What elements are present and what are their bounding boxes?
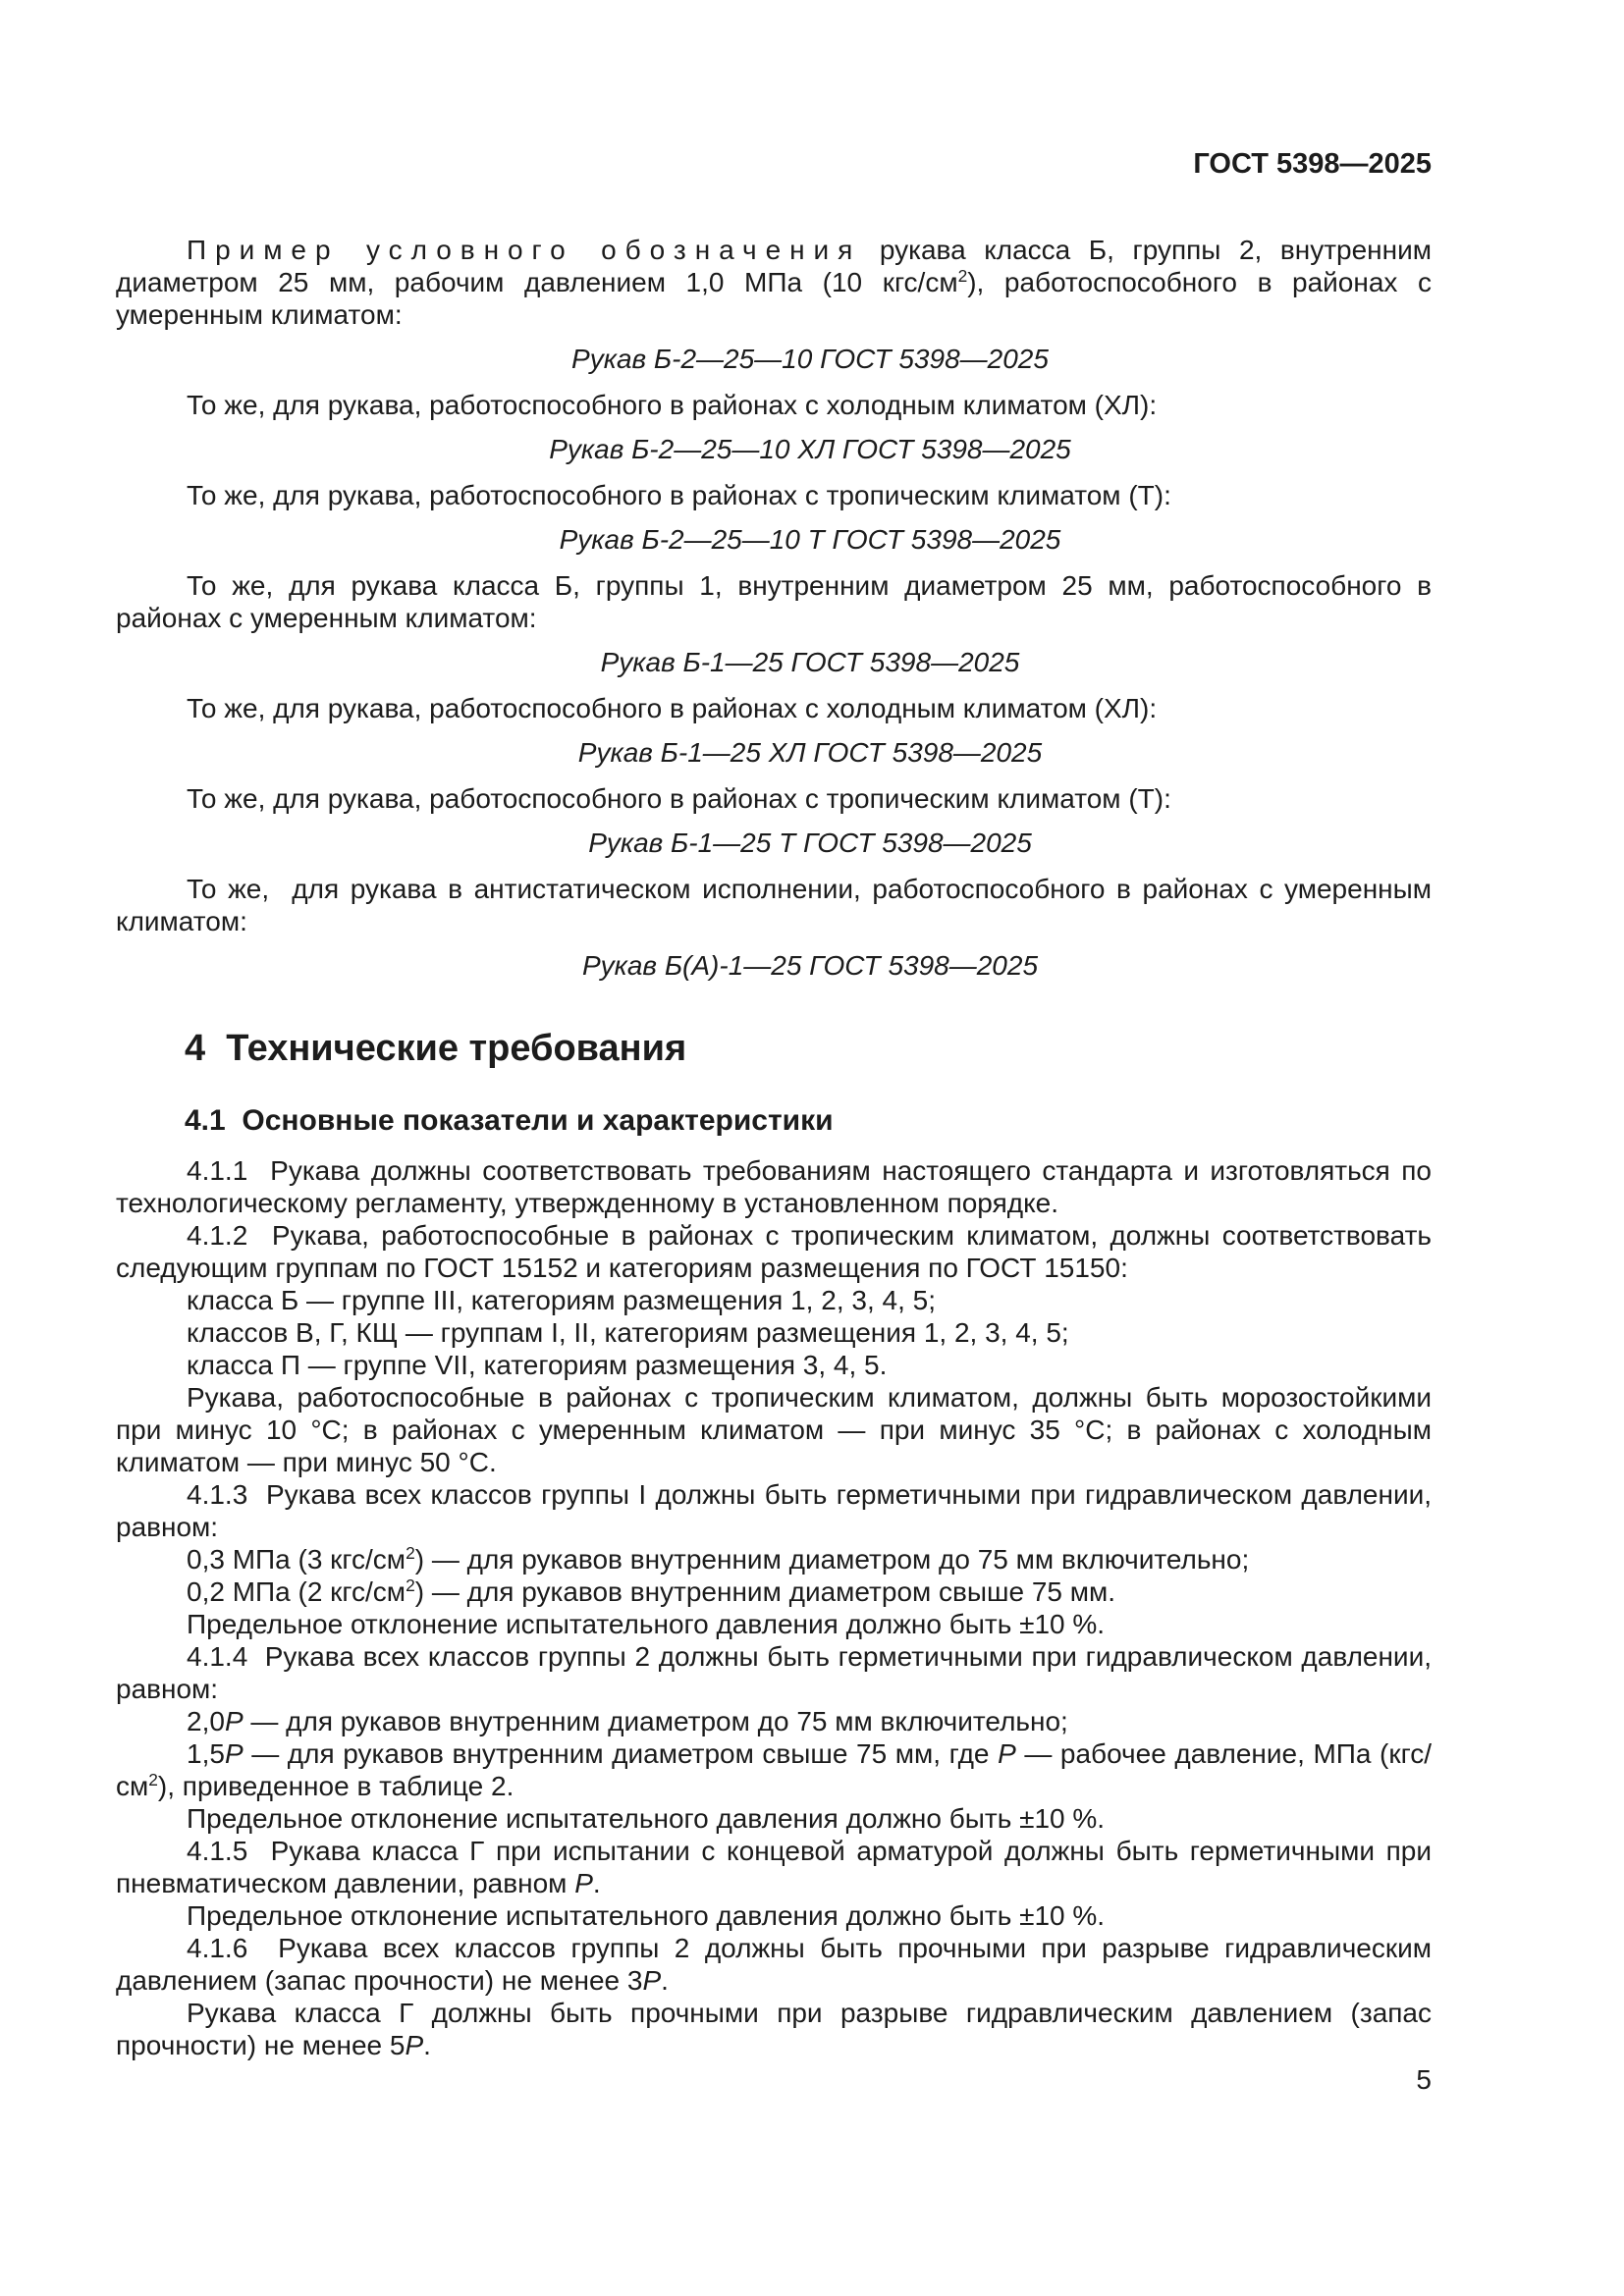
clause-paragraph: 4.1.3 Рукава всех классов группы I должны быть герметичными при гидравлическом давлении, равном:: [116, 1479, 1432, 1542]
subsection-heading: 4.1 Основные показатели и характеристики: [185, 1104, 834, 1137]
designation-intro-paragraph: Пример условного обозначения рукава класса Б, группы 2, внутренним диаметром 25 мм, рабочим давлением 1,0 МПа (10 кгс/$см^2$), работоспособного в районах с умеренным климатом:: [116, 235, 1432, 330]
paragraph: То же, для рукава класса Б, группы 1, внутренним диаметром 25 мм, работоспособного в районах с умеренным климатом:: [116, 570, 1432, 633]
designation-example: Рукав Б(А)-1—25 ГОСТ 5398—2025: [581, 950, 1039, 981]
paragraph: То же, для рукава, работоспособного в районах с холодным климатом (ХЛ):: [187, 693, 1158, 723]
section-heading: 4 Технические требования: [185, 1028, 687, 1069]
clause-paragraph: 4.1.6 Рукава всех классов группы 2 должны быть прочными при разрыве гидравлическим давлением (запас прочности) не менее 3Р.: [116, 1933, 1432, 1996]
list-item: класса Б — группе III, категориям размещения 1, 2, 3, 4, 5;: [187, 1285, 936, 1315]
paragraph: То же, для рукава, работоспособного в районах с тропическим климатом (Т):: [187, 783, 1171, 814]
paragraph: То же, для рукава, работоспособного в районах с тропическим климатом (Т):: [187, 480, 1171, 510]
doc-header: [116, 149, 1432, 179]
paragraph: То же, для рукава в антистатическом исполнении, работоспособного в районах с умеренным климатом:: [116, 874, 1432, 936]
designation-example: Рукав Б-2—25—10 ХЛ ГОСТ 5398—2025: [549, 434, 1071, 464]
paragraph: Предельное отклонение испытательного давления должно быть ±10 %.: [187, 1803, 1106, 1834]
list-item: классов В, Г, КЩ — группам I, II, категориям размещения 1, 2, 3, 4, 5;: [187, 1317, 1069, 1348]
designation-example: Рукав Б-1—25 ГОСТ 5398—2025: [600, 647, 1020, 677]
clause-paragraph: 4.1.1 Рукава должны соответствовать требованиям настоящего стандарта и изготовляться по технологическому регламенту, утвержденному в установленном порядке.: [116, 1155, 1432, 1218]
paragraph: Рукава класса Г должны быть прочными при разрыве гидравлическим давлением (запас прочности) не менее 5Р.: [116, 1998, 1432, 2060]
clause-paragraph: 4.1.2 Рукава, работоспособные в районах с тропическим климатом, должны соответствовать следующим группам по ГОСТ 15152 и категориям размещения по ГОСТ 15150:: [116, 1220, 1432, 1283]
designation-example: Рукав Б-2—25—10 ГОСТ 5398—2025: [571, 344, 1049, 374]
list-item: класса П — группе VII, категориям размещения 3, 4, 5.: [187, 1350, 888, 1380]
list-item: 0,3 МПа (3 кгс/$см^2$) — для рукавов внутренним диаметром до 75 мм включительно;: [187, 1543, 1250, 1575]
clause-paragraph: 4.1.5 Рукава класса Г при испытании с концевой арматурой должны быть герметичными при пневматическом давлении, равном Р.: [116, 1836, 1432, 1898]
designation-example: Рукав Б-1—25 ХЛ ГОСТ 5398—2025: [577, 737, 1043, 768]
paragraph: Предельное отклонение испытательного давления должно быть ±10 %.: [187, 1609, 1106, 1639]
paragraph: То же, для рукава, работоспособного в районах с холодным климатом (ХЛ):: [187, 390, 1158, 420]
paragraph: Рукава, работоспособные в районах с тропическим климатом, должны быть морозостойкими при минус 10 °С; в районах с умеренным климатом — при минус 35 °С; в районах с холодным климатом — при минус 50 °С.: [116, 1382, 1432, 1477]
page-footer: [116, 2063, 1432, 2096]
document-body: [116, 234, 1432, 2061]
doc-code: ГОСТ 5398—2025: [1193, 148, 1432, 180]
list-item: 0,2 МПа (2 кгс/$см^2$) — для рукавов внутренним диаметром свыше 75 мм.: [187, 1575, 1116, 1607]
paragraph: Предельное отклонение испытательного давления должно быть ±10 %.: [187, 1900, 1106, 1931]
list-item: 2,0Р — для рукавов внутренним диаметром до 75 мм включительно;: [187, 1706, 1068, 1736]
designation-example: Рукав Б-2—25—10 Т ГОСТ 5398—2025: [559, 524, 1061, 555]
clause-paragraph: 4.1.4 Рукава всех классов группы 2 должны быть герметичными при гидравлическом давлении, равном:: [116, 1641, 1432, 1704]
designation-example: Рукав Б-1—25 Т ГОСТ 5398—2025: [588, 828, 1032, 858]
list-item: 1,5Р — для рукавов внутренним диаметром свыше 75 мм, где Р — рабочее давление, МПа $(кгс/см^2)$, приведенное в таблице 2.: [116, 1738, 1432, 1801]
page-number: 5: [1416, 2064, 1432, 2095]
